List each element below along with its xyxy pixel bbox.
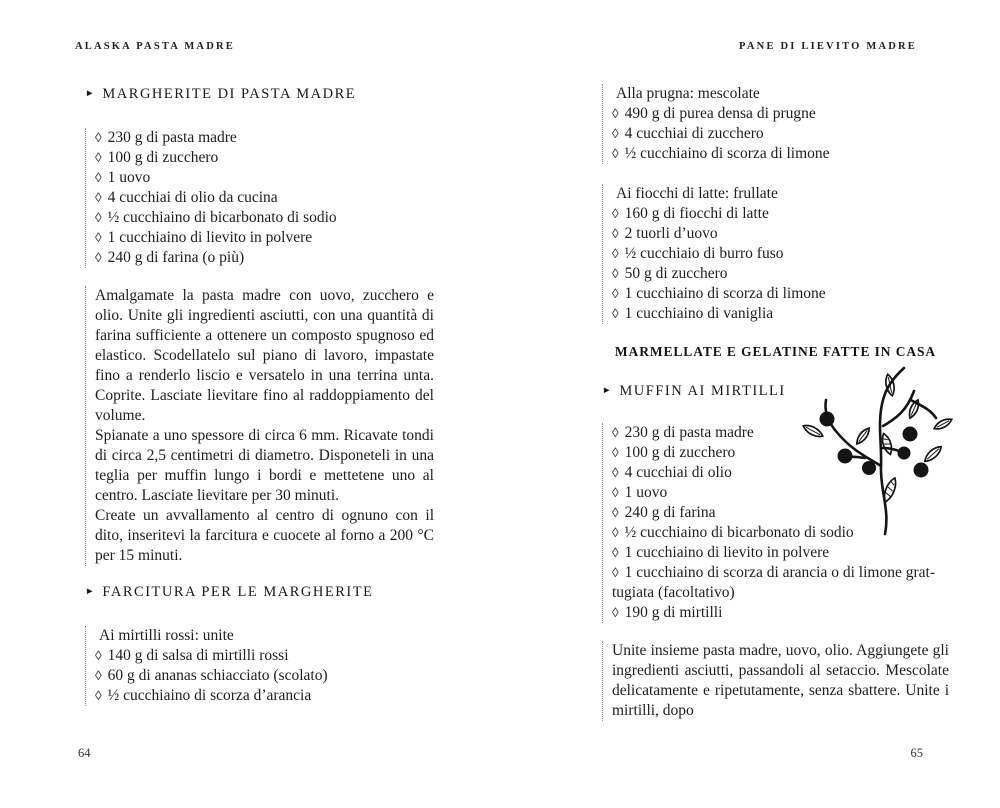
ingredient-item: [612, 224, 949, 244]
page-number-right: 65: [910, 746, 923, 760]
recipe-heading-text: MUFFIN AI MIRTILLI: [619, 383, 786, 399]
ingredient-text: 1 cucchiaino di vaniglia: [624, 305, 774, 322]
ingredient-item: [95, 646, 434, 666]
page-number-left: 64: [78, 746, 91, 760]
ingredient-item: [612, 264, 949, 284]
ingredient-item: [95, 228, 434, 248]
ingredient-text: 1 uovo: [624, 484, 668, 501]
ingredient-text: ½ cucchiaino di bicarbonato di sodio: [624, 524, 854, 541]
diamond-bullet-icon: ◊: [612, 525, 619, 540]
ingredient-item: [612, 603, 949, 623]
ingredient-text: 490 g di purea densa di prugne: [624, 105, 816, 122]
ingredient-item: [95, 188, 434, 208]
ingredient-text: 240 g di farina: [624, 504, 716, 521]
diamond-bullet-icon: ◊: [612, 465, 619, 480]
method-paragraphs-muffin: [602, 641, 949, 721]
ingredient-text: 1 cucchiaino di scorza di limone: [624, 285, 826, 302]
ingredient-item: [612, 284, 949, 304]
ingredient-text: 140 g di salsa di mirtilli rossi: [107, 647, 289, 664]
ingredient-text: 1 cucchiaino di scorza di arancia o di limone grattugiata (facoltativo): [612, 564, 935, 601]
diamond-bullet-icon: ◊: [612, 126, 619, 141]
leaves: [802, 373, 954, 503]
blueberry-branch-illustration: [793, 360, 965, 538]
ingredient-text: ½ cucchiaino di scorza di limone: [624, 145, 830, 162]
diamond-bullet-icon: ◊: [612, 266, 619, 281]
ingredient-text: 50 g di zucchero: [624, 265, 728, 282]
ingredient-item: [612, 104, 949, 124]
ingredient-list-farcitura: [85, 626, 434, 706]
ingredient-item: [612, 144, 949, 164]
diamond-bullet-icon: ◊: [612, 565, 619, 580]
ingredient-text: 190 g di mirtilli: [624, 604, 723, 621]
method-paragraph: Unite insieme pasta madre, uovo, olio. Aggiungete gli ingredienti asciutti, passandoli al setaccio. Mescolate delicatamente e ripetutamente, senza sbattere. Unite i mirtilli, dopo: [612, 642, 949, 719]
method-paragraph: Spianate a uno spessore di circa 6 mm. Ricavate tondi di circa 2,5 centimetri di diametro. Disponeteli in una teglia per muffin lungo i bordi e mettetene uno al centro. Lasciate lievitare per 30 minuti.: [95, 427, 434, 504]
diamond-bullet-icon: ◊: [612, 605, 619, 620]
recipe-heading-text: FARCITURA PER LE MARGHERITE: [102, 584, 374, 600]
recipe-heading-margherite: [85, 84, 434, 106]
triangle-bullet-icon: ►: [85, 587, 95, 597]
ingredient-item: [95, 686, 434, 706]
ingredient-item: [612, 304, 949, 324]
diamond-bullet-icon: ◊: [612, 106, 619, 121]
recipe-heading-text: MARGHERITE DI PASTA MADRE: [102, 86, 357, 102]
ingredient-text: 100 g di zucchero: [107, 149, 219, 166]
diamond-bullet-icon: ◊: [95, 230, 102, 245]
ingredient-text: 1 uovo: [107, 169, 151, 186]
diamond-bullet-icon: ◊: [612, 286, 619, 301]
ingredient-item: [95, 148, 434, 168]
ingredient-item: [95, 208, 434, 228]
diamond-bullet-icon: ◊: [612, 306, 619, 321]
chapter-title: MARMELLATE E GELATINE FATTE IN CASA: [614, 344, 937, 359]
ingredient-text: 100 g di zucchero: [624, 444, 736, 461]
recipe-heading-farcitura: [85, 582, 434, 604]
diamond-bullet-icon: ◊: [612, 246, 619, 261]
ingredient-text: 4 cucchiai di olio da cucina: [107, 189, 278, 206]
list-intro: Ai mirtilli rossi: unite: [99, 627, 234, 644]
method-paragraphs-margherite: [85, 286, 434, 566]
ingredient-item: [612, 204, 949, 224]
diamond-bullet-icon: ◊: [95, 648, 102, 663]
ingredient-text: ½ cucchiaino di scorza d’arancia: [107, 687, 312, 704]
diamond-bullet-icon: ◊: [95, 130, 102, 145]
diamond-bullet-icon: ◊: [612, 425, 619, 440]
ingredient-text: ½ cucchiaio di burro fuso: [624, 245, 784, 262]
ingredient-text: 230 g di pasta madre: [624, 424, 754, 441]
ingredient-text: 1 cucchiaino di lievito in polvere: [107, 229, 313, 246]
diamond-bullet-icon: ◊: [95, 170, 102, 185]
ingredient-item: [95, 128, 434, 148]
triangle-bullet-icon: ►: [85, 89, 95, 99]
ingredient-item: [612, 563, 949, 603]
diamond-bullet-icon: ◊: [612, 146, 619, 161]
diamond-bullet-icon: ◊: [612, 445, 619, 460]
ingredient-text: 4 cucchiai di zucchero: [624, 125, 764, 142]
diamond-bullet-icon: ◊: [95, 150, 102, 165]
diamond-bullet-icon: ◊: [95, 190, 102, 205]
ingredient-item: [95, 248, 434, 268]
list-intro: Alla prugna: mescolate: [616, 85, 760, 102]
running-head-left: ALASKA PASTA MADRE: [75, 41, 235, 52]
ingredient-item: [95, 666, 434, 686]
diamond-bullet-icon: ◊: [95, 688, 102, 703]
diamond-bullet-icon: ◊: [612, 545, 619, 560]
ingredient-text: 4 cucchiai di olio: [624, 464, 732, 481]
ingredient-list-margherite: [85, 128, 434, 268]
diamond-bullet-icon: ◊: [612, 226, 619, 241]
diamond-bullet-icon: ◊: [612, 505, 619, 520]
ingredient-text: 2 tuorli d’uovo: [624, 225, 718, 242]
ingredient-item: [612, 124, 949, 144]
diamond-bullet-icon: ◊: [95, 210, 102, 225]
berries: [820, 412, 929, 478]
ingredient-item: [95, 168, 434, 188]
method-paragraph: Amalgamate la pasta madre con uovo, zucchero e olio. Unite gli ingredienti asciutti, con una quantità di farina sufficiente a ottenere un composto spugnoso ed elastico. Scodellatelo sul piano di lavoro, impastate fino a renderlo liscio e versatelo in una terrina unta. Coprite. Lasciate lievitare fino al raddoppiamento del volume.: [95, 287, 434, 424]
ingredient-text: ½ cucchiaino di bicarbonato di sodio: [107, 209, 337, 226]
ingredient-text: 240 g di farina (o più): [107, 249, 245, 266]
triangle-bullet-icon: ►: [602, 386, 612, 396]
method-paragraph: Create un avvallamento al centro di ognuno con il dito, inseritevi la farcitura e cuocete al forno a 200 °C per 15 minuti.: [95, 507, 434, 564]
running-head-right: PANE DI LIEVITO MADRE: [739, 41, 917, 52]
diamond-bullet-icon: ◊: [612, 485, 619, 500]
ingredient-text: 160 g di fiocchi di latte: [624, 205, 769, 222]
ingredient-text: 230 g di pasta madre: [107, 129, 237, 146]
ingredient-item: [612, 244, 949, 264]
diamond-bullet-icon: ◊: [95, 250, 102, 265]
ingredient-list-fiocchi: [602, 184, 949, 324]
list-intro: Ai fiocchi di latte: frullate: [616, 185, 778, 202]
ingredient-text: 60 g di ananas schiacciato (scolato): [107, 667, 328, 684]
left-page-column: [85, 84, 434, 706]
ingredient-item: [612, 543, 949, 563]
diamond-bullet-icon: ◊: [95, 668, 102, 683]
ingredient-list-prugna: [602, 84, 949, 164]
diamond-bullet-icon: ◊: [612, 206, 619, 221]
ingredient-text: 1 cucchiaino di lievito in polvere: [624, 544, 830, 561]
